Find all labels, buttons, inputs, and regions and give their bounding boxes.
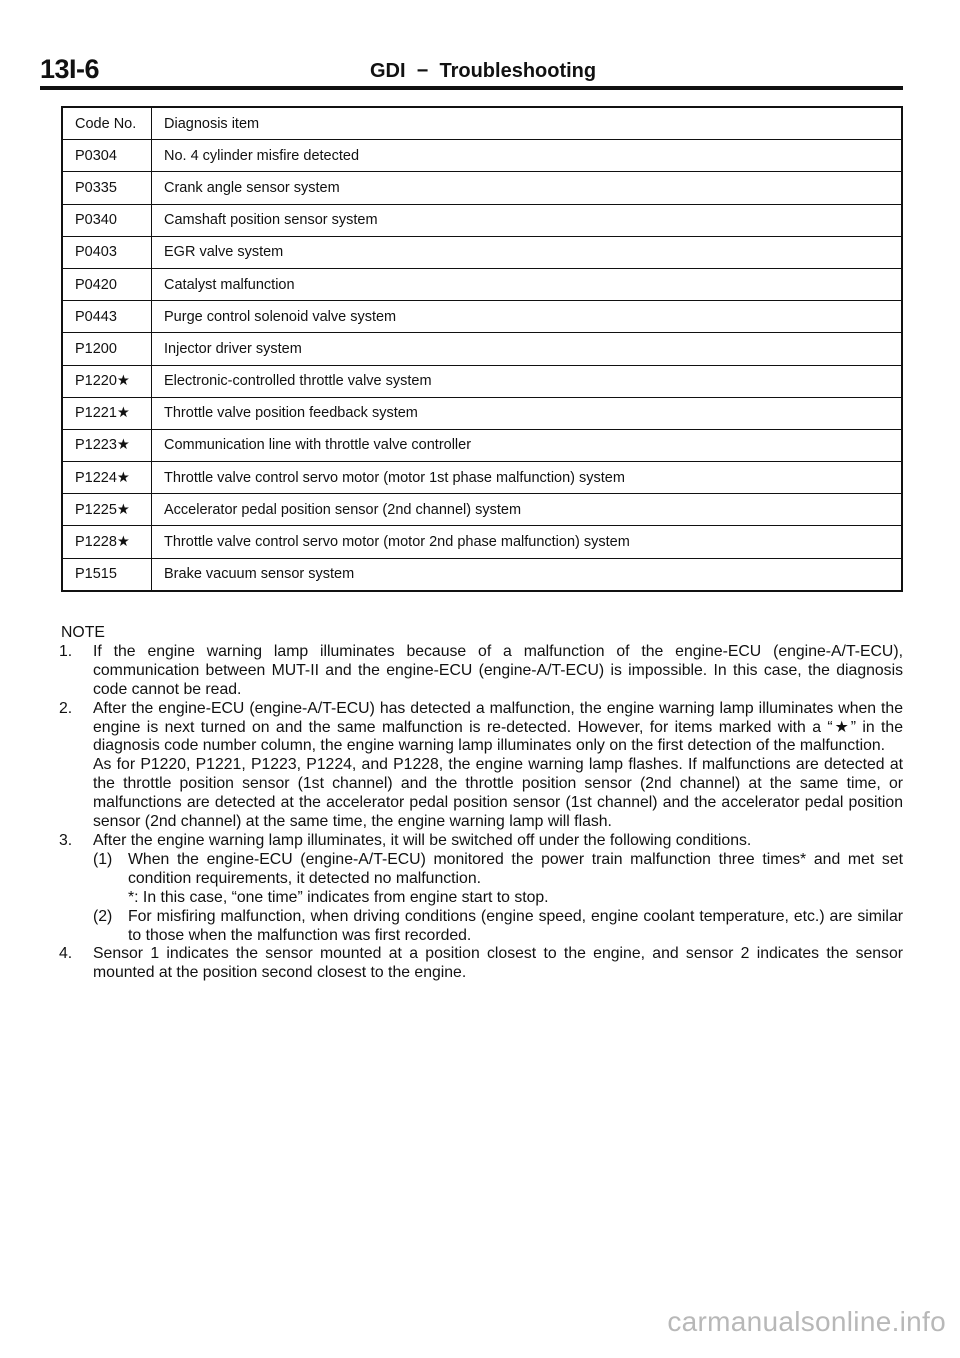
diagnosis-item-cell: Throttle valve control servo motor (motor 1st phase malfunction) system bbox=[152, 462, 903, 494]
code-cell: P0403 bbox=[62, 236, 152, 268]
table-row bbox=[62, 204, 902, 236]
code-cell: P1224★ bbox=[62, 462, 152, 494]
code-cell: P0420 bbox=[62, 268, 152, 300]
note-item-2-continuation: As for P1220, P1221, P1223, P1224, and P1228, the engine warning lamp flashes. If malfunctions are detected at the throttle position sensor (1st channel) and the throttle position sensor (2nd channel) at the same time, or malfunctions are detected at the accelerator pedal position sensor (1st channel) and the accelerator pedal position sensor (2nd channel) at the same time, the engine warning lamp will flash. bbox=[93, 756, 903, 831]
note-item-number: 1. bbox=[59, 642, 73, 660]
code-cell: P0443 bbox=[62, 301, 152, 333]
table-row bbox=[62, 268, 902, 300]
diagnosis-code-table bbox=[61, 106, 903, 592]
code-cell: P1200 bbox=[62, 333, 152, 365]
code-cell: P0340 bbox=[62, 204, 152, 236]
diagnosis-item-cell: Brake vacuum sensor system bbox=[152, 558, 903, 591]
diagnosis-item-cell: Catalyst malfunction bbox=[152, 268, 903, 300]
table-row bbox=[62, 365, 902, 397]
note-item-2 bbox=[61, 700, 903, 757]
table-row bbox=[62, 462, 902, 494]
code-cell: P1223★ bbox=[62, 429, 152, 461]
code-cell: P1228★ bbox=[62, 526, 152, 558]
table-row bbox=[62, 140, 902, 172]
code-cell: P1221★ bbox=[62, 397, 152, 429]
page-title: GDI − Troubleshooting bbox=[370, 60, 597, 82]
diagnosis-item-cell: Crank angle sensor system bbox=[152, 172, 903, 204]
note-item-text: After the engine-ECU (engine-A/T-ECU) has detected a malfunction, the engine warning lamp illuminates when the engine is next turned on and the same malfunction is re-detected. However, for items marked with a “★” in the diagnosis code number column, the engine warning lamp illuminates only on the first detection of the malfunction. bbox=[93, 699, 903, 755]
code-cell: P1220★ bbox=[62, 365, 152, 397]
table-header-row bbox=[62, 107, 902, 140]
note-item-text: If the engine warning lamp illuminates because of a malfunction of the engine-ECU (engine-A/T-ECU), communication between MUT-II and the engine-ECU (engine-A/T-ECU) is impossible. In this case, the diagnosis code cannot be read. bbox=[93, 642, 903, 698]
note-subitem-3-2 bbox=[61, 908, 903, 946]
table-row bbox=[62, 236, 902, 268]
note-footnote: *: In this case, “one time” indicates from engine start to stop. bbox=[128, 888, 549, 906]
code-cell: P0304 bbox=[62, 140, 152, 172]
note-section bbox=[61, 624, 903, 983]
diagnosis-item-cell: Camshaft position sensor system bbox=[152, 204, 903, 236]
code-cell: P0335 bbox=[62, 172, 152, 204]
note-subitem-3-1 bbox=[61, 851, 903, 889]
note-subitem-text: For misfiring malfunction, when driving conditions (engine speed, engine coolant temperature, etc.) are similar to those when the malfunction was first recorded. bbox=[128, 907, 903, 944]
diagnosis-item-cell: Throttle valve control servo motor (motor 2nd phase malfunction) system bbox=[152, 526, 903, 558]
note-item-number: 3. bbox=[59, 831, 73, 849]
code-cell: P1225★ bbox=[62, 494, 152, 526]
table-row bbox=[62, 301, 902, 333]
diagnosis-item-cell: Injector driver system bbox=[152, 333, 903, 365]
note-item-number: 2. bbox=[59, 699, 73, 717]
table-row bbox=[62, 494, 902, 526]
diagnosis-item-cell: No. 4 cylinder misfire detected bbox=[152, 140, 903, 172]
page-number: 13I-6 bbox=[40, 54, 100, 84]
watermark: carmanualsonline.info bbox=[667, 1306, 946, 1337]
table-row bbox=[62, 429, 902, 461]
note-subitem-number: (2) bbox=[93, 907, 113, 925]
table-row bbox=[62, 333, 902, 365]
note-item-text: After the engine warning lamp illuminates, it will be switched off under the following conditions. bbox=[93, 831, 752, 849]
column-header-code: Code No. bbox=[62, 107, 152, 140]
diagnosis-item-cell: Accelerator pedal position sensor (2nd channel) system bbox=[152, 494, 903, 526]
note-item-4 bbox=[61, 945, 903, 983]
page-header bbox=[40, 52, 903, 90]
note-subitem-text: When the engine-ECU (engine-A/T-ECU) monitored the power train malfunction three times* and met set condition requirements, it detected no malfunction. bbox=[128, 850, 903, 887]
note-item-1 bbox=[61, 643, 903, 700]
column-header-item: Diagnosis item bbox=[164, 115, 260, 132]
table-row bbox=[62, 526, 902, 558]
diagnosis-item-cell: EGR valve system bbox=[152, 236, 903, 268]
diagnosis-item-cell: Throttle valve position feedback system bbox=[152, 397, 903, 429]
diagnosis-item-cell: Purge control solenoid valve system bbox=[152, 301, 903, 333]
note-heading: NOTE bbox=[61, 624, 105, 641]
table-row bbox=[62, 172, 902, 204]
diagnosis-item-cell: Communication line with throttle valve controller bbox=[152, 429, 903, 461]
table-row bbox=[62, 558, 902, 591]
note-subitem-number: (1) bbox=[93, 850, 113, 868]
note-item-number: 4. bbox=[59, 945, 73, 963]
diagnosis-item-cell: Electronic-controlled throttle valve system bbox=[152, 365, 903, 397]
code-cell: P1515 bbox=[62, 558, 152, 591]
table-row bbox=[62, 397, 902, 429]
note-item-3 bbox=[61, 832, 903, 851]
note-item-text: Sensor 1 indicates the sensor mounted at a position closest to the engine, and sensor 2 indicates the sensor mounted at the position second closest to the engine. bbox=[93, 945, 903, 982]
